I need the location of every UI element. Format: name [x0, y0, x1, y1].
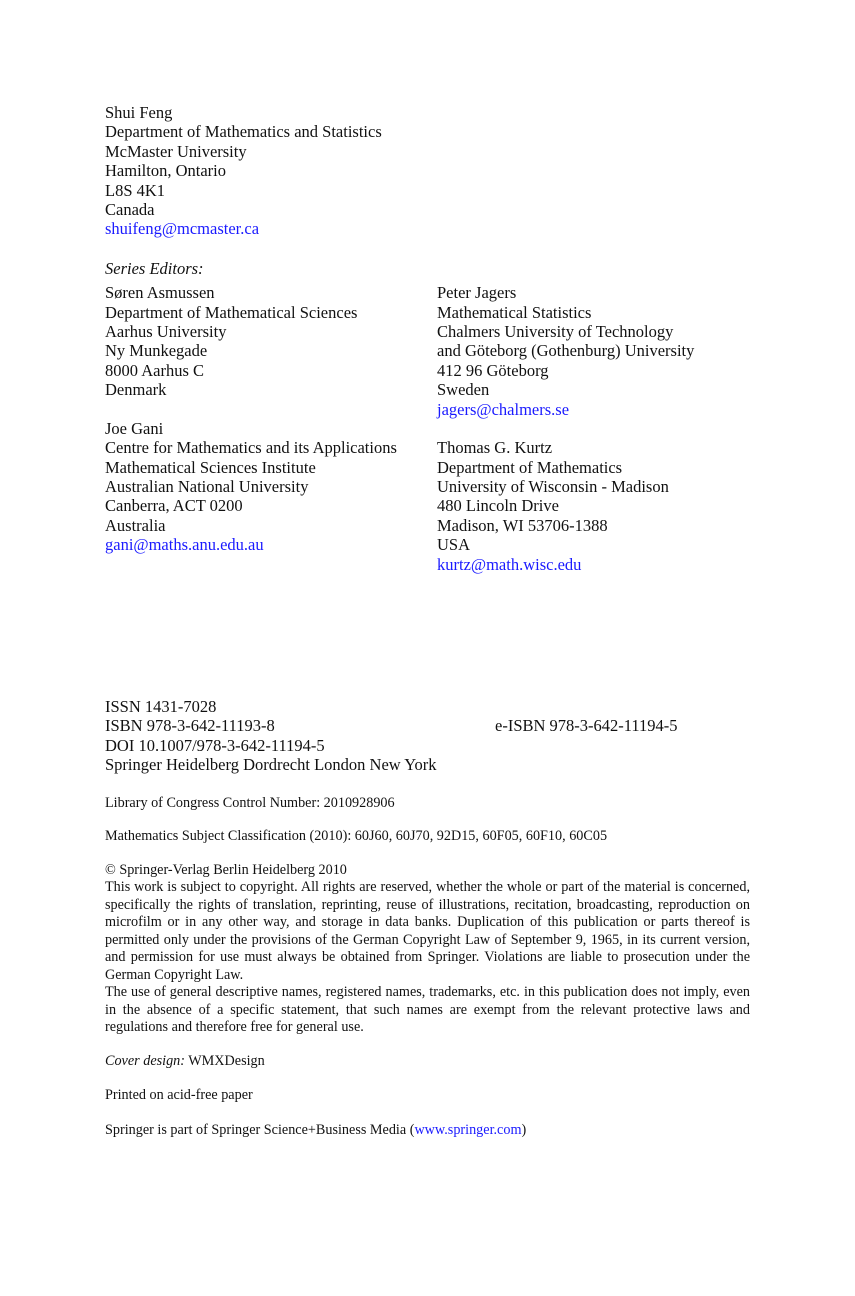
- publication-info: [105, 697, 750, 1139]
- cover-design-label: Cover design:: [105, 1052, 185, 1069]
- springer-url-link[interactable]: www.springer.com: [414, 1121, 522, 1138]
- editors-left-column: [105, 283, 435, 573]
- editor-name: Joe Gani: [105, 418, 164, 438]
- editor-email-link[interactable]: gani@maths.anu.edu.au: [105, 535, 264, 555]
- editor-name: Thomas G. Kurtz: [437, 438, 553, 458]
- editor-asmussen: [105, 283, 435, 399]
- editor-email-link[interactable]: kurtz@math.wisc.edu: [437, 554, 582, 574]
- springer-part-prefix: Springer is part of Springer Science+Business Media (: [105, 1121, 415, 1138]
- editor-city: 412 96 Göteborg: [437, 360, 549, 380]
- author-country: Canada: [105, 200, 155, 220]
- issn: ISSN 1431-7028: [105, 697, 217, 716]
- springer-part-suffix: ): [521, 1121, 527, 1138]
- editor-city: 8000 Aarhus C: [105, 360, 204, 380]
- cover-design: [105, 1053, 750, 1071]
- editor-department: Department of Mathematics: [437, 457, 623, 477]
- editor-university: Aarhus University: [105, 322, 227, 342]
- editor-gani: [105, 419, 435, 555]
- copyright-page: [105, 103, 750, 573]
- series-editors-label: Series Editors:: [105, 258, 204, 278]
- publisher-cities: Springer Heidelberg Dordrecht London New York: [105, 755, 437, 775]
- editor-email-link[interactable]: jagers@chalmers.se: [437, 399, 570, 419]
- editor-country: Sweden: [437, 380, 490, 400]
- editor-university-2: and Göteborg (Gothenburg) University: [437, 341, 695, 361]
- editor-country: Denmark: [105, 380, 167, 400]
- lccn: Library of Congress Control Number: 2010928906: [105, 794, 395, 811]
- trademark-text: The use of general descriptive names, registered names, trademarks, etc. in this publication does not imply, even in the absence of a specific statement, that such names are exempt from the relevant protective laws and regulations and therefore free for general use.: [105, 984, 750, 1036]
- editor-university: University of Wisconsin - Madison: [437, 476, 669, 496]
- author-name: Shui Feng: [105, 103, 173, 122]
- editor-jagers: [437, 283, 757, 419]
- msc: Mathematics Subject Classification (2010): 60J60, 60J70, 92D15, 60F05, 60F10, 60C05: [105, 828, 608, 845]
- editor-kurtz: [437, 438, 757, 574]
- e-isbn: e-ISBN 978-3-642-11194-5: [495, 716, 678, 736]
- editor-university: Australian National University: [105, 476, 309, 496]
- editor-name: Søren Asmussen: [105, 283, 215, 303]
- author-university: McMaster University: [105, 141, 247, 161]
- printed-note: Printed on acid-free paper: [105, 1087, 253, 1104]
- editor-city: Canberra, ACT 0200: [105, 496, 243, 516]
- editor-country: USA: [437, 535, 471, 555]
- springer-part: [105, 1122, 750, 1140]
- editor-department: Mathematical Statistics: [437, 302, 592, 322]
- editors-right-column: [437, 283, 757, 593]
- editor-name: Peter Jagers: [437, 283, 517, 303]
- isbn-row: [105, 716, 750, 735]
- author-postcode: L8S 4K1: [105, 180, 166, 200]
- editor-street: 480 Lincoln Drive: [437, 496, 559, 516]
- editor-country: Australia: [105, 515, 166, 535]
- editor-institute: Mathematical Sciences Institute: [105, 457, 316, 477]
- author-department: Department of Mathematics and Statistics: [105, 122, 382, 142]
- editor-city: Madison, WI 53706-1388: [437, 515, 608, 535]
- isbn: ISBN 978-3-642-11193-8: [105, 716, 275, 736]
- doi: DOI 10.1007/978-3-642-11194-5: [105, 735, 325, 755]
- author-city: Hamilton, Ontario: [105, 161, 226, 181]
- editor-department: Centre for Mathematics and its Applications: [105, 438, 397, 458]
- author-email-link[interactable]: shuifeng@mcmaster.ca: [105, 219, 260, 239]
- copyright-text: This work is subject to copyright. All rights are reserved, whether the whole or part of the material is concerned, specifically the rights of translation, reprinting, reuse of illustrations, recitation, broadcasting, reproduction on microfilm or in any other way, and storage in data banks. Duplication of this publication or parts thereof is permitted only under the provisions of the German Copyright Law of September 9, 1965, in its current version, and permission for use must always be obtained from Springer. Violations are liable to prosecution under the German Copyright Law.: [105, 879, 750, 983]
- series-editors: [105, 283, 750, 573]
- editor-street: Ny Munkegade: [105, 341, 208, 361]
- editor-university: Chalmers University of Technology: [437, 322, 674, 342]
- copyright-line: © Springer-Verlag Berlin Heidelberg 2010: [105, 861, 347, 878]
- author-address: [105, 103, 750, 239]
- editor-department: Department of Mathematical Sciences: [105, 302, 358, 322]
- cover-design-value: WMXDesign: [185, 1052, 265, 1069]
